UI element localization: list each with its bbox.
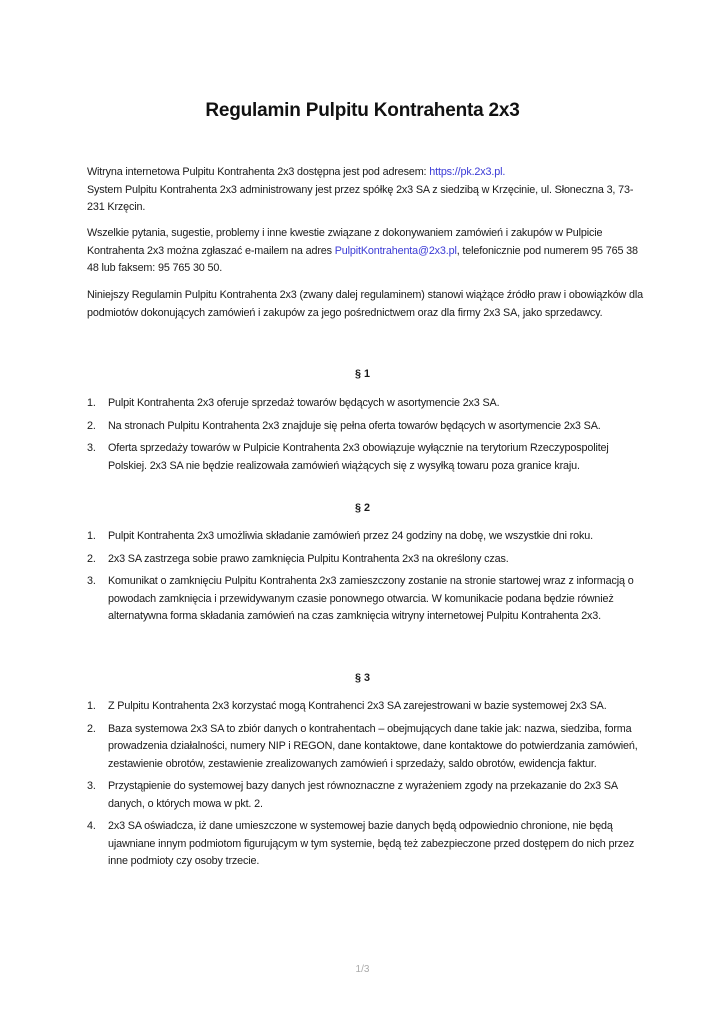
item-number: 1. [87, 700, 96, 712]
page-number: 1/3 [355, 964, 370, 975]
page-title: Regulamin Pulpitu Kontrahenta 2x3 [205, 100, 520, 121]
contact-text-rest: , telefonicznie pod numerem 95 765 38 48 lub faksem: 95 765 30 50. [87, 244, 638, 274]
item-text: Z Pulpitu Kontrahenta 2x3 korzystać mogą Kontrahenci 2x3 SA zarejestrowani w bazie systemowej 2x3 SA. [108, 700, 607, 712]
item-text: Oferta sprzedaży towarów w Pulpicie Kontrahenta 2x3 obowiązuje wyłącznie na terytorium Rzeczypospolitej Polskiej. 2x3 SA nie będzie realizowała zamówień wiążących się z wysyłką towaru poza granice kraju. [108, 442, 609, 472]
list-item [87, 418, 639, 436]
item-text: Przystąpienie do systemowej bazy danych jest równoznaczne z wyrażeniem zgody na przekazanie do 2x3 SA danych, o których mowa w pkt. 2. [108, 780, 618, 810]
item-number: 3. [87, 780, 96, 792]
section-3-list [87, 698, 639, 876]
section-heading-2: § 2 [354, 502, 370, 514]
item-text: Pulpit Kontrahenta 2x3 oferuje sprzedaż towarów będących w asortymencie 2x3 SA. [108, 397, 500, 409]
item-text: Komunikat o zamknięciu Pulpitu Kontrahenta 2x3 zamieszczony zostanie na stronie startowej wraz z informacją o powodach zamknięcia i przewidywanym czasie ponownego otwarcia. W komunikacie podana będzie również alternatywna forma składania zamówień na czas zamknięcia witryny internetowej Pulpitu Kontrahenta 2x3. [108, 575, 634, 622]
list-item [87, 573, 639, 626]
intro-paragraph-1 [87, 164, 647, 217]
item-number: 3. [87, 442, 96, 454]
item-number: 2. [87, 722, 96, 735]
intro-paragraph-3 [87, 287, 647, 322]
list-item [87, 551, 639, 569]
email-link[interactable]: PulpitKontrahenta@2x3.pl [334, 244, 457, 257]
item-text: Pulpit Kontrahenta 2x3 umożliwia składanie zamówień przez 24 godziny na dobę, we wszystkie dni roku. [108, 530, 593, 542]
intro-paragraph-2 [87, 225, 647, 278]
item-number: 4. [87, 820, 96, 832]
item-text: 2x3 SA zastrzega sobie prawo zamknięcia Pulpitu Kontrahenta 2x3 na określony czas. [108, 552, 509, 565]
list-item [87, 778, 639, 813]
intro-text: Witryna internetowa Pulpitu Kontrahenta 2x3 dostępna jest pod adresem: [87, 166, 430, 178]
website-link[interactable]: https://pk.2x3.pl. [429, 166, 506, 178]
item-number: 3. [87, 575, 96, 587]
list-item [87, 440, 639, 475]
list-item [87, 818, 639, 871]
list-item [87, 528, 639, 546]
item-number: 2. [87, 552, 96, 565]
section-2-list [87, 528, 639, 631]
item-number: 1. [87, 397, 96, 409]
item-number: 2. [87, 419, 96, 432]
section-1-list [87, 395, 639, 480]
item-text: Na stronach Pulpitu Kontrahenta 2x3 znajduje się pełna oferta towarów będących w asortymencie 2x3 SA. [108, 419, 601, 432]
list-item [87, 395, 639, 413]
item-text: 2x3 SA oświadcza, iż dane umieszczone w systemowej bazie danych będą odpowiednio chronione, nie będą ujawniane innym podmiotom figurującym w tym systemie, będą też zabezpieczone przed dostępem do nich przez inne podmioty czy osoby trzecie. [108, 820, 635, 867]
list-item [87, 698, 639, 716]
intro-text-line2: System Pulpitu Kontrahenta 2x3 administrowany jest przez spółkę 2x3 SA z siedzibą w Krzęcinie, ul. Słoneczna 3, 73-231 Krzęcin. [87, 183, 634, 213]
contact-text: Wszelkie pytania, sugestie, problemy i inne kwestie związane z dokonywaniem zamówień i zakupów w Pulpicie Kontrahenta 2x3 można zgłaszać e-mailem na adres [87, 227, 603, 257]
list-item [87, 721, 639, 774]
section-heading-3: § 3 [354, 672, 370, 684]
regulation-statement: Niniejszy Regulamin Pulpitu Kontrahenta 2x3 (zwany dalej regulaminem) stanowi wiążące źródło praw i obowiązków dla podmiotów dokonujących zamówień i zakupów za jego pośrednictwem oraz dla firmy 2x3 SA, jako sprzedawcy. [87, 289, 644, 319]
item-number: 1. [87, 530, 96, 542]
section-heading-1: § 1 [354, 368, 370, 380]
item-text: Baza systemowa 2x3 SA to zbiór danych o kontrahentach – obejmujących dane takie jak: nazwa, siedziba, forma prowadzenia działalności, numery NIP i REGON, dane kontaktowe, dane kontaktowe do potwierdzania zamówień, zestawienie obrotów, zestawienie zrealizowanych zamówień i sprzedaży, saldo obrotów, ewidencja faktur. [108, 722, 638, 770]
